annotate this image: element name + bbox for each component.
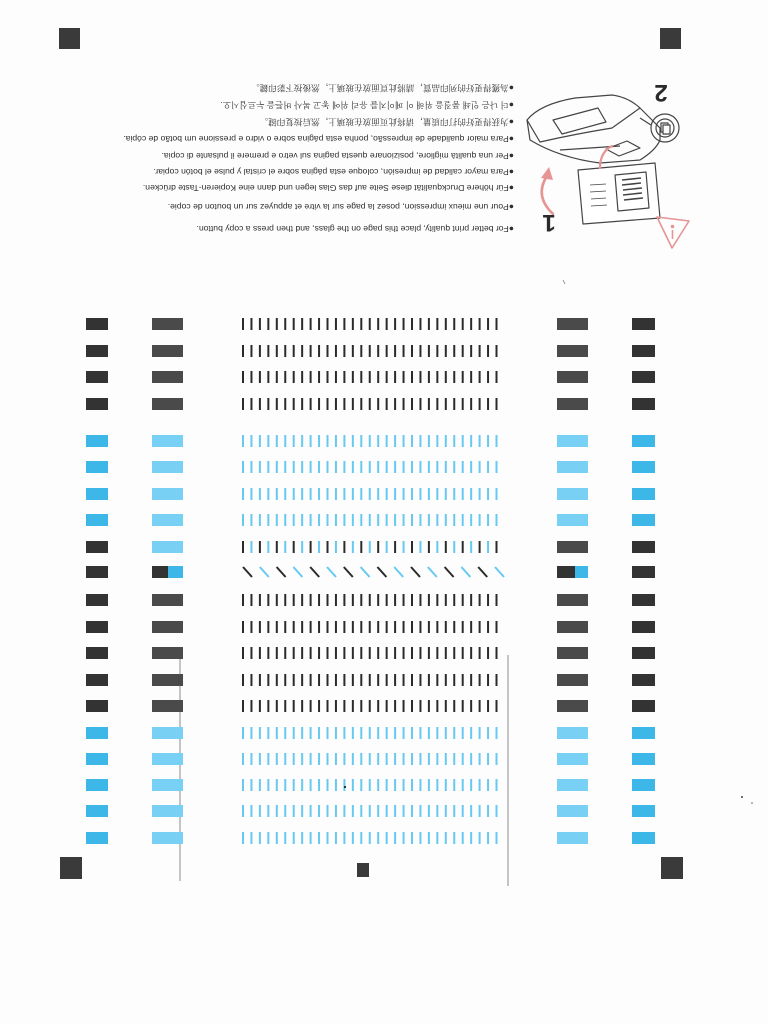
cyan-patch	[152, 461, 183, 473]
slash-mark	[260, 567, 269, 577]
cyan-patch	[632, 805, 655, 817]
black-patch	[86, 700, 108, 712]
printer-icon	[527, 95, 660, 163]
slash-mark	[428, 567, 437, 577]
black-patch	[152, 594, 183, 606]
cyan-patch	[557, 514, 588, 526]
instruction-line-portuguese: ●Para maior qualidade de impressão, ponha esta página sobre o vidro e pressione um botão de cópia.	[123, 134, 514, 144]
black-patch	[86, 594, 108, 606]
black-patch	[86, 345, 108, 357]
warning-dot	[671, 225, 673, 227]
black-patch	[632, 371, 655, 383]
cyan-patch	[632, 753, 655, 765]
slash-mark	[243, 567, 252, 577]
registration-mark-bottom-center	[357, 863, 369, 877]
cyan-patch	[557, 461, 588, 473]
slash-mark	[361, 567, 370, 577]
cyan-patch	[557, 832, 588, 844]
cyan-patch	[86, 727, 108, 739]
registration-square-bottom-left	[60, 857, 82, 879]
slash-mark	[445, 567, 454, 577]
slash-mark	[344, 567, 353, 577]
cyan-patch	[557, 727, 588, 739]
slash-mark	[495, 567, 504, 577]
black-patch	[632, 566, 655, 578]
black-patch	[152, 318, 183, 330]
slash-mark	[293, 567, 302, 577]
scan-speck	[741, 796, 743, 798]
black-patch	[86, 647, 108, 659]
cyan-patch	[152, 753, 183, 765]
scan-speck	[563, 280, 565, 284]
cyan-patch	[86, 488, 108, 500]
registration-square-top-right	[660, 28, 681, 49]
black-patch	[557, 398, 588, 410]
black-patch	[557, 621, 588, 633]
cyan-patch	[152, 727, 183, 739]
cyan-patch	[152, 488, 183, 500]
cyan-patch	[632, 514, 655, 526]
black-patch	[152, 700, 183, 712]
cyan-patch	[557, 805, 588, 817]
place-page-arrowhead	[541, 167, 553, 180]
cyan-patch	[86, 779, 108, 791]
black-patch	[86, 541, 108, 553]
printer-control-panel	[606, 141, 640, 156]
alignment-pattern-grid	[86, 318, 655, 844]
black-patch	[632, 541, 655, 553]
cyan-patch	[557, 753, 588, 765]
black-patch	[632, 398, 655, 410]
black-patch	[557, 647, 588, 659]
black-patch	[557, 700, 588, 712]
registration-square-bottom-right	[661, 857, 683, 879]
black-patch	[152, 674, 183, 686]
cyan-patch	[152, 514, 183, 526]
slash-mark	[277, 567, 286, 577]
cyan-patch	[152, 805, 183, 817]
slash-mark	[411, 567, 420, 577]
black-patch	[632, 674, 655, 686]
black-patch	[557, 345, 588, 357]
step-number-2: 2	[654, 79, 668, 106]
cyan-patch	[632, 435, 655, 447]
black-patch	[86, 318, 108, 330]
scan-speck	[344, 786, 346, 788]
black-patch	[152, 647, 183, 659]
black-patch	[557, 541, 588, 553]
warning-icon	[657, 217, 689, 248]
instruction-line-italian: ●Per una qualità migliore, posizionare questa pagina sul vetro e premere il pulsante di copia.	[161, 151, 514, 161]
black-patch	[557, 674, 588, 686]
cyan-patch	[86, 805, 108, 817]
slash-mark	[478, 567, 487, 577]
cyan-patch	[557, 779, 588, 791]
black-patch	[632, 621, 655, 633]
black-patch	[632, 647, 655, 659]
black-patch	[557, 594, 588, 606]
black-patch	[557, 318, 588, 330]
instruction-line-traditional-chinese: ●為獲得更好的列印品質，請將此頁面放在玻璃上，然後按下影印鍵。	[250, 83, 514, 93]
instruction-line-spanish: ●Para mayor calidad de impresión, coloque esta página sobre el cristal y pulse el botón copiar.	[153, 167, 514, 177]
instruction-line-french: ●Pour une mieux impression, posez la page sur la vitre et appuyez sur un bouton de copie.	[167, 202, 514, 212]
instruction-line-korean: ●더 나은 인쇄 품질을 위해 이 페이지를 유리 위에 놓고 복사 버튼을 누르십시오.	[220, 100, 514, 110]
instruction-line-simplified-chinese: ●为获得更好的打印质量，请将此页面放在玻璃上，然后按复印键。	[259, 117, 514, 127]
cyan-patch	[632, 727, 655, 739]
cyan-patch	[152, 541, 183, 553]
slash-mark	[461, 567, 470, 577]
black-patch	[86, 674, 108, 686]
black-patch	[152, 371, 183, 383]
black-patch	[632, 318, 655, 330]
black-patch	[632, 700, 655, 712]
copy-glyph-front	[663, 125, 670, 134]
cyan-patch	[86, 514, 108, 526]
black-patch	[86, 371, 108, 383]
slash-mark	[310, 567, 319, 577]
black-patch	[152, 398, 183, 410]
cyan-patch	[86, 753, 108, 765]
registration-square-top-left	[59, 28, 80, 49]
black-patch	[152, 621, 183, 633]
cyan-patch	[632, 779, 655, 791]
instruction-line-english: ●For better print quality, place this page on the glass, and then press a copy button.	[196, 224, 514, 234]
black-patch	[152, 566, 168, 578]
slash-mark	[377, 567, 386, 577]
instruction-line-german: ●Für höhere Druckqualität diese Seite auf das Glas legen und dann eine Kopieren-Taste drücken.	[142, 183, 514, 193]
black-patch	[632, 594, 655, 606]
slash-mark	[394, 567, 403, 577]
scan-speck	[751, 802, 753, 804]
cyan-patch	[168, 566, 183, 578]
cyan-patch	[632, 488, 655, 500]
cyan-patch	[86, 461, 108, 473]
slash-mark	[327, 567, 336, 577]
black-patch	[557, 371, 588, 383]
copy-button-connector	[640, 118, 651, 125]
cyan-patch	[152, 779, 183, 791]
cyan-patch	[632, 461, 655, 473]
cyan-patch	[632, 832, 655, 844]
cyan-patch	[152, 832, 183, 844]
black-patch	[86, 566, 108, 578]
cyan-patch	[557, 488, 588, 500]
black-patch	[152, 345, 183, 357]
black-patch	[632, 345, 655, 357]
lid-arrow	[600, 146, 612, 168]
cyan-patch	[152, 435, 183, 447]
black-patch	[86, 398, 108, 410]
black-patch	[86, 621, 108, 633]
cyan-patch	[86, 832, 108, 844]
cyan-patch	[86, 435, 108, 447]
cyan-patch	[557, 435, 588, 447]
cyan-patch	[575, 566, 588, 578]
instruction-text-block	[56, 78, 514, 238]
document-icon	[578, 163, 660, 224]
printer-body	[527, 108, 660, 163]
step-number-1: 1	[542, 209, 556, 236]
black-patch	[557, 566, 575, 578]
scanner-lid	[527, 95, 640, 142]
